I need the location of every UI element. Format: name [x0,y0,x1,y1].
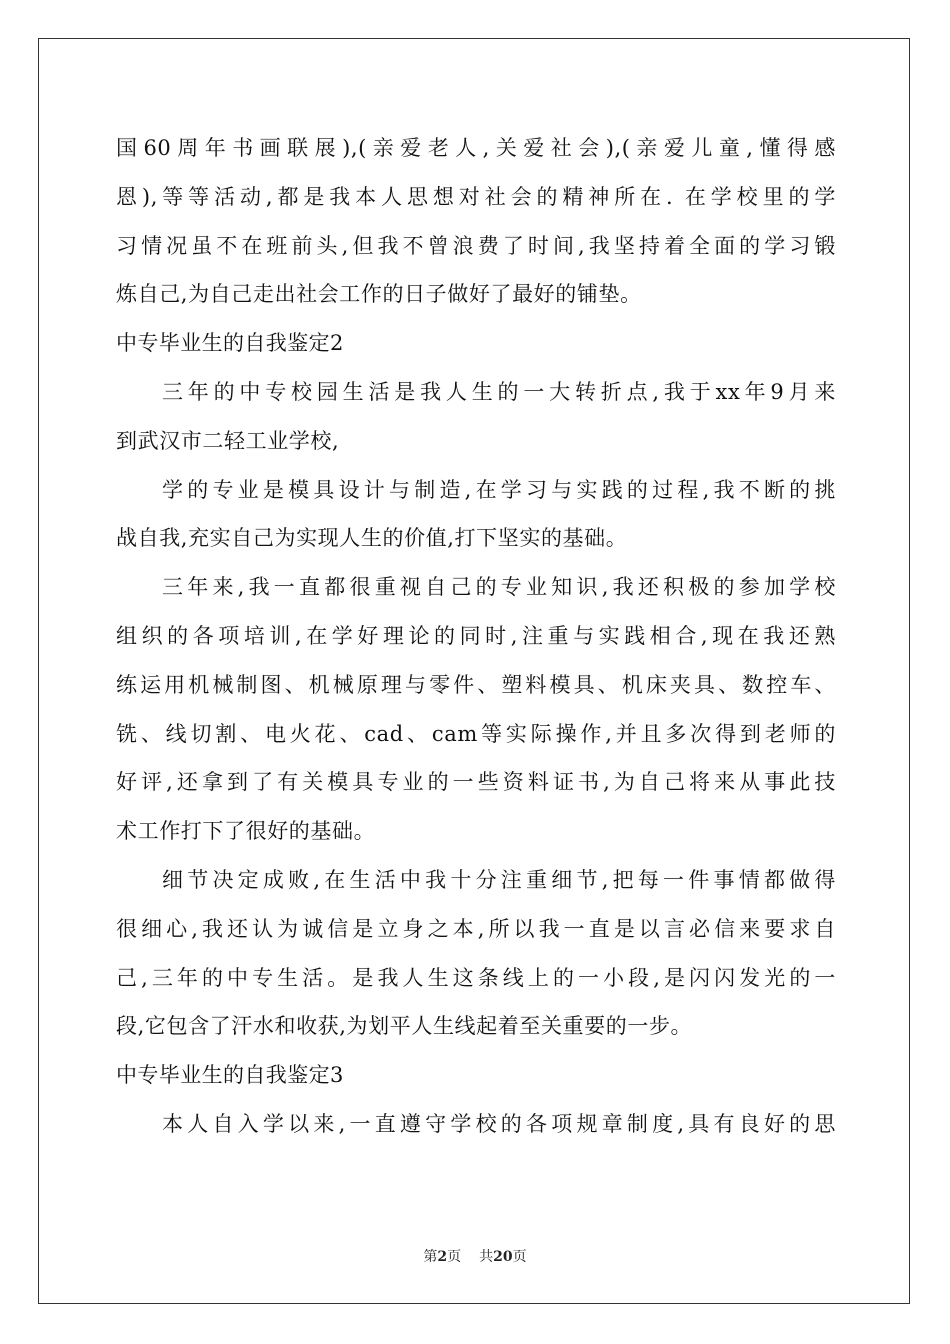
paragraph-line: 细节决定成败,在生活中我十分注重细节,把每一件事情都做得 [162,867,836,892]
total-suffix: 页 [512,1249,527,1265]
section-heading-2: 中专毕业生的自我鉴定2 [116,331,344,356]
paragraph-line: 战自我,充实自己为实现人生的价值,打下坚实的基础。 [116,526,628,551]
paragraph-line: 三年来,我一直都很重视自己的专业知识,我还积极的参加学校 [162,575,836,600]
total-pages: 20 [493,1249,513,1265]
paragraph-line: 恩),等等活动,都是我本人思想对社会的精神所在. 在学校里的学 [116,184,836,209]
page-prefix: 第 [423,1249,438,1265]
paragraph-line: 国60周年书画联展),(亲爱老人,关爱社会),(亲爱儿童,懂得感 [116,136,836,160]
paragraph-line: 到武汉市二轻工业学校, [116,428,340,453]
paragraph-line: 习情况虽不在班前头,但我不曾浪费了时间,我坚持着全面的学习锻 [116,233,836,258]
document-body [116,124,836,1149]
paragraph-line: 炼自己,为自己走出社会工作的日子做好了最好的铺垫。 [116,282,642,307]
paragraph-line: 己,三年的中专生活。是我人生这条线上的一小段,是闪闪发光的一 [116,965,836,990]
total-prefix: 共 [479,1249,494,1265]
page-footer [0,1246,950,1266]
paragraph-line: 术工作打下了很好的基础。 [116,819,376,844]
paragraph-line: 练运用机械制图、机械原理与零件、塑料模具、机床夹具、数控车、 [116,672,836,697]
section-heading-3: 中专毕业生的自我鉴定3 [116,1063,344,1088]
paragraph-line: 好评,还拿到了有关模具专业的一些资料证书,为自己将来从事此技 [116,770,836,795]
page-suffix: 页 [447,1249,462,1265]
page-number: 2 [437,1249,448,1265]
paragraph-line: 组织的各项培训,在学好理论的同时,注重与实践相合,现在我还熟 [116,623,836,648]
paragraph-line: 很细心,我还认为诚信是立身之本,所以我一直是以言必信来要求自 [116,916,836,941]
paragraph-line: 三年的中专校园生活是我人生的一大转折点,我于xx年9月来 [162,379,836,404]
paragraph-line: 学的专业是模具设计与制造,在学习与实践的过程,我不断的挑 [162,477,836,502]
paragraph-line: 铣、线切割、电火花、cad、cam等实际操作,并且多次得到老师的 [116,721,836,746]
paragraph-line: 本人自入学以来,一直遵守学校的各项规章制度,具有良好的思 [162,1111,836,1136]
paragraph-line: 段,它包含了汗水和收获,为划平人生线起着至关重要的一步。 [116,1014,693,1039]
